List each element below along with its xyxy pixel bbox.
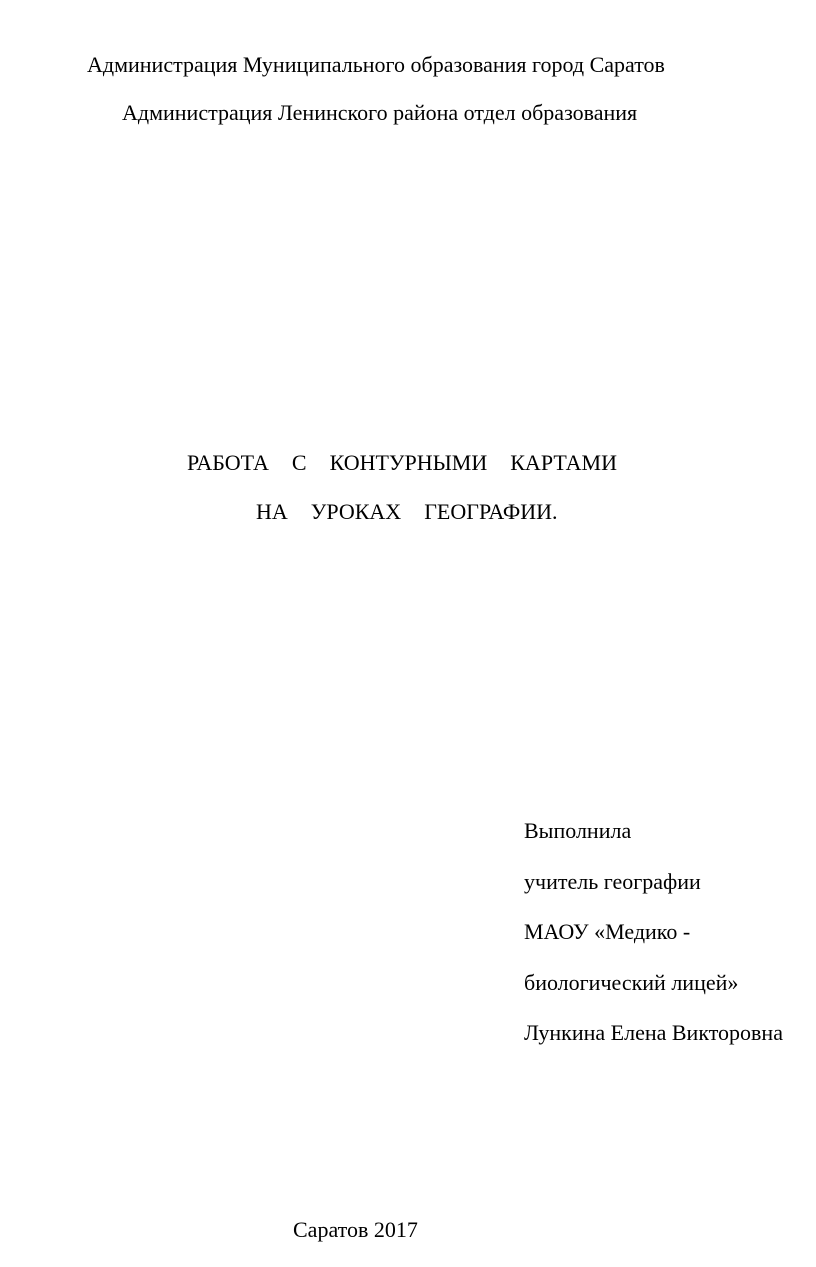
footer-city-year: Саратов 2017 [293,1217,418,1242]
document-title-line-1: РАБОТА С КОНТУРНЫМИ КАРТАМИ [187,450,618,475]
header-district-education-department: Администрация Ленинского района отдел образования [122,100,638,125]
author-school-line-2: биологический лицей» [524,969,739,995]
author-name: Лункина Елена Викторовна [524,1020,783,1045]
author-performed-by: Выполнила [524,818,632,843]
header-administration-city: Администрация Муниципального образования город Саратов [87,52,665,77]
author-school-line-1: МАОУ «Медико - [524,919,691,944]
author-position: учитель географии [524,868,701,894]
document-title-line-2: НА УРОКАХ ГЕОГРАФИИ. [256,499,558,524]
author-block [524,818,816,1071]
